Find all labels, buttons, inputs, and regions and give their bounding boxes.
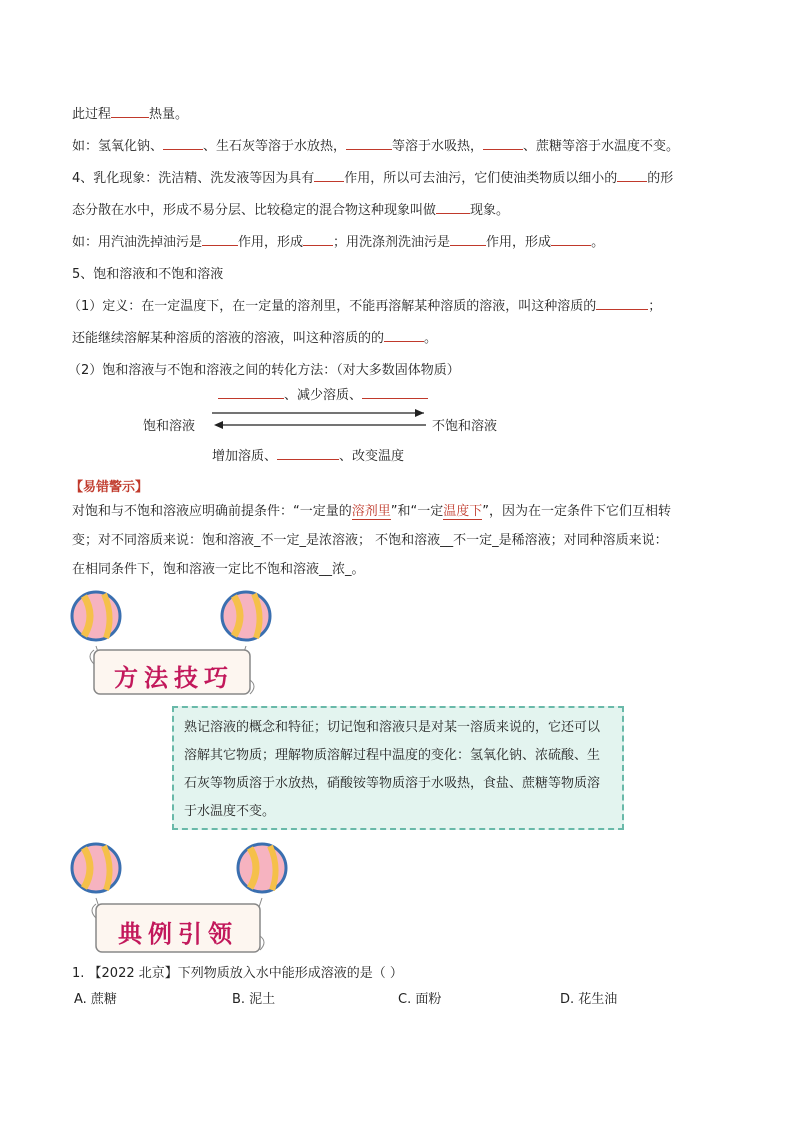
blank xyxy=(202,232,238,246)
warning-line-1 xyxy=(72,500,671,519)
text-line-2 xyxy=(72,135,679,154)
text: 的形 xyxy=(647,171,674,186)
tips-title: 方法技巧 xyxy=(114,663,234,692)
text: 温度下 xyxy=(443,504,483,519)
blank xyxy=(362,385,428,399)
blank xyxy=(163,136,203,150)
text: 、生石灰等溶于水放热， xyxy=(203,139,347,154)
text-line-9: （2）饱和溶液与不饱和溶液之间的转化方法：（对大多数固体物质） xyxy=(68,363,460,378)
text: ；用洗涤剂洗油污是 xyxy=(333,235,451,250)
blank xyxy=(277,446,339,460)
text: （1）定义：在一定温度下，在一定量的溶剂里，不能再溶解某种溶质的溶液，叫这种溶质的 xyxy=(68,299,597,314)
text: 。 xyxy=(591,235,605,250)
blank xyxy=(218,385,284,399)
warning-title: 【易错警示】 xyxy=(70,480,149,495)
blank xyxy=(314,168,344,182)
blank xyxy=(450,232,486,246)
tips-box: 熟记溶液的概念和特征；切记饱和溶液只是对某一溶质来说的，它还可以溶解其它物质；理解物质溶解过程中温度的变化：氢氧化钠、浓硫酸、生石灰等物质溶于水放热，硝酸铵等物质溶于水吸热，食盐、蔗糖等物质溶于水温度不变。 xyxy=(172,706,624,830)
text: 、蔗糖等溶于水温度不变。 xyxy=(523,139,680,154)
tips-banner xyxy=(70,588,280,708)
text-line-7 xyxy=(68,295,661,314)
text: 还能继续溶解某种溶质的溶液的溶液，叫这种溶质的的 xyxy=(72,331,385,346)
blank xyxy=(617,168,647,182)
option-d: D. 花生油 xyxy=(560,992,618,1007)
text: ”，因为在一定条件下它们互相转 xyxy=(482,504,672,519)
diagram-left-label: 饱和溶液 xyxy=(143,419,196,434)
text: 。 xyxy=(424,331,438,346)
text: ； xyxy=(648,299,662,314)
warning-line-2: 变；对不同溶质来说：饱和溶液_不一定_是浓溶液； 不饱和溶液__不一定_是稀溶液；对同种溶质来说： xyxy=(72,533,668,548)
text: 热量。 xyxy=(149,107,189,122)
text-line-1 xyxy=(72,103,188,122)
text: 作用，形成 xyxy=(238,235,304,250)
warning-line-3: 在相同条件下，饱和溶液一定比不饱和溶液__浓_。 xyxy=(72,562,365,577)
option-b: B. 泥土 xyxy=(232,992,276,1007)
example-title: 典例引领 xyxy=(118,919,238,948)
blank xyxy=(551,232,591,246)
diagram-right-label: 不饱和溶液 xyxy=(432,419,498,434)
example-banner xyxy=(70,840,290,960)
text: 对饱和与不饱和溶液应明确前提条件：“一定量的 xyxy=(72,504,352,519)
text: 如：用汽油洗掉油污是 xyxy=(72,235,203,250)
blank xyxy=(436,200,470,214)
text: 此过程 xyxy=(72,107,112,122)
text: 4、乳化现象：洗洁精、洗发液等因为具有 xyxy=(72,171,315,186)
text: 、改变温度 xyxy=(339,449,405,464)
text: 、减少溶质、 xyxy=(284,388,363,403)
text: 作用，所以可去油污，它们使油类物质以细小的 xyxy=(344,171,618,186)
text: 增加溶质、 xyxy=(212,449,278,464)
text-line-3 xyxy=(72,167,673,186)
diagram-top-label xyxy=(218,384,428,403)
option-a: A. 蔗糖 xyxy=(74,992,117,1007)
text-line-8 xyxy=(72,327,437,346)
text-line-5 xyxy=(72,231,604,250)
question-1: 1. 【2022 北京】下列物质放入水中能形成溶液的是（ ） xyxy=(72,966,403,981)
blank xyxy=(303,232,333,246)
text: 现象。 xyxy=(470,203,510,218)
diagram-bottom-label xyxy=(212,445,404,464)
text: 等溶于水吸热， xyxy=(392,139,484,154)
blank xyxy=(346,136,392,150)
conversion-arrows xyxy=(210,406,430,432)
text: 溶剂里 xyxy=(351,504,391,519)
text: 态分散在水中，形成不易分层、比较稳定的混合物这种现象叫做 xyxy=(72,203,437,218)
blank xyxy=(483,136,523,150)
blank xyxy=(596,296,648,310)
text-line-6: 5、饱和溶液和不饱和溶液 xyxy=(72,267,224,282)
blank xyxy=(384,328,424,342)
text: ”和“一定 xyxy=(390,504,444,519)
text-line-4 xyxy=(72,199,509,218)
text: 如：氢氧化钠、 xyxy=(72,139,164,154)
blank xyxy=(111,104,149,118)
text: 作用，形成 xyxy=(486,235,552,250)
option-c: C. 面粉 xyxy=(398,992,442,1007)
